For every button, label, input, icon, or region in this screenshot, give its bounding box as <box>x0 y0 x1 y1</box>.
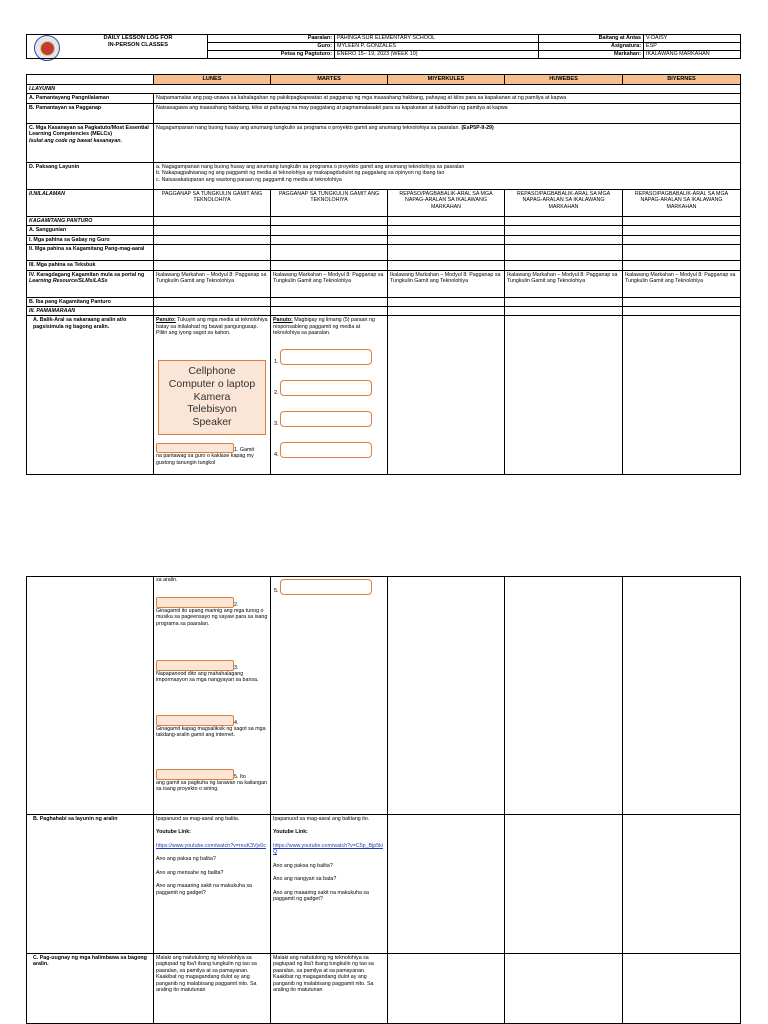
item-number: 1. <box>274 358 279 365</box>
school-label: Paaralan: <box>208 35 335 43</box>
word-bank-item: Cellphone <box>188 365 236 378</box>
question-2: Ano ang nangyari sa bata? <box>273 876 337 883</box>
answer-blank-box[interactable] <box>156 660 234 671</box>
subject-value: ESP <box>644 43 741 51</box>
answer-item-5 <box>156 769 269 793</box>
content-wednesday: REPASO/PAGBABALIK-ARAL SA MGA NAPAG-ARALAN SA IKALAWANG MARKAHAN <box>388 189 505 216</box>
day-header-tuesday: MARTES <box>271 75 388 85</box>
item-number: 5. Ito <box>234 773 246 780</box>
item-text: Ginagamit kapag magsaliksik ng sagot sa mga takdang-aralin gamit ang internet. <box>156 726 266 739</box>
quarter-value: IKALAWANG MARKAHAN <box>644 51 741 59</box>
answer-blank-box[interactable] <box>280 442 372 458</box>
dates-value: ENERO 15– 19, 2023 (WEEK 10) <box>335 51 539 59</box>
balik-aral-tuesday-continued <box>271 577 388 815</box>
row-label-iba-pang-kagamitan: B. Iba pang Kagamitang Panturo <box>27 297 154 306</box>
melcs-code: (EsP5P-II-29) <box>461 124 494 131</box>
row-label-melcs <box>27 123 154 162</box>
answer-blank-box[interactable] <box>280 380 372 396</box>
row-label-pag-uugnay: C. Pag-uugnay ng mga halimbawa sa bagong aralin. <box>27 954 154 1024</box>
row-label-paghahabi: B. Paghahabi sa layunin ng aralin <box>27 815 154 954</box>
melcs-note: Isulat ang code ng bawat kasanayan. <box>29 137 123 144</box>
title-line-2: IN-PERSON CLASSES <box>107 42 169 48</box>
answer-item-2 <box>156 597 269 627</box>
row-label-paksang-layunin: D. Paksang Layunin <box>27 162 154 189</box>
row-label-teksbuk: III. Mga pahina sa Teksbuk <box>27 261 154 270</box>
item-number: 2. <box>274 389 279 396</box>
answer-blank-box[interactable] <box>280 349 372 365</box>
lesson-log-table-continued <box>26 576 741 1024</box>
header-title-cell <box>27 35 208 59</box>
content-standard-text: Naipamamalas ang pag-unawa sa kahalagahan ng pakikipagkapwatao at pagganap ng mga inaasahang hakbang, pahayag at kilos para sa kapakanan at ng pamilya at kapwa <box>154 94 741 103</box>
answer-item-3 <box>156 660 269 684</box>
school-value: PAHINGA SUR ELEMENTARY SCHOOL <box>335 35 539 43</box>
youtube-link[interactable]: https://www.youtube.com/watch?v=C5p_Bjp5kiQ <box>273 842 383 856</box>
row-label-kagamitang-pang-mag-aaral: II. Mga pahina sa Kagamitang Pang-mag-aaral <box>27 245 154 261</box>
row-label-balik-aral: A. Balik-Aral sa nakaraang aralin at/o pagsisimula ng bagong aralin. <box>27 316 154 475</box>
paghahabi-tuesday <box>271 815 388 954</box>
lesson-log-table <box>26 74 741 475</box>
dates-label: Petsa ng Pagtuturo: <box>208 51 335 59</box>
section-nilalaman: II.NILALAMAN <box>27 189 154 216</box>
item-number: 1. Gamit <box>234 446 255 453</box>
section-layunin: I.LAYUNIN <box>27 84 741 93</box>
question-3: Ano ang maaaring sakit na makukuha sa paggamit ng gadget? <box>156 883 252 896</box>
teacher-label: Guro: <box>208 43 335 51</box>
item-number: 5. <box>274 588 279 595</box>
objectives-cell <box>154 162 741 189</box>
word-bank-item: Speaker <box>192 415 232 428</box>
teacher-value: MYLEEN P. GONZALES <box>335 43 539 51</box>
module-wednesday: Ikalawang Markahan – Modyul 8: Pagganap sa Tungkulin Gamit ang Teknolohiya <box>388 270 505 297</box>
pag-uugnay-tuesday: Malaki ang naitutulong ng teknolohiya sa pagtupad ng iba't ibang tungkulin ng tao sa paaralan, sa pamilya at sa pamayanan. Kaakibat ng magagandang dulot ay ang panganib ng malabisang paggamit nito. Sa araling ito matutunan <box>271 954 388 1024</box>
grade-value: V-DAISY <box>644 35 741 43</box>
video-intro: Ipapanuod sa mag-aaral ang balitang ito. <box>273 816 370 822</box>
objective-b: b. Nakapagpaliwanag ng ang paggamit ng media at teknolohiya ay makapagdudulot ng paggalang sa opinyon ng ibang tao <box>156 170 445 177</box>
row-label-gabay-ng-guro: I. Mga pahina sa Gabay ng Guro <box>27 235 154 244</box>
panuto-label-tuesday: Panuto: <box>273 317 293 324</box>
melcs-text: Nagagampanan nang buong husay ang anumang tungkulin sa programa o proyekto gamit ang anumang teknolohiya sa paaralan. <box>156 124 460 131</box>
day-header-monday: LUNES <box>154 75 271 85</box>
karagdagang-label: IV. Karagdagang Kagamitan mula sa portal ng <box>29 271 145 278</box>
pag-uugnay-monday: Malaki ang naitutulong ng teknolohiya sa pagtupad ng iba't ibang tungkulin ng tao sa paaralan, sa pamilya at sa pamayanan. Kaakibat ng magagandang dulot ay ang panganib ng malabisang paggamit nito. Sa araling ito matutunan <box>154 954 271 1024</box>
module-thursday: Ikalawang Markahan – Modyul 8: Pagganap sa Tungkulin Gamit ang Teknolohiya <box>505 270 623 297</box>
melcs-cell <box>154 123 741 162</box>
youtube-label: Youtube Link: <box>273 829 308 836</box>
answer-blank-box[interactable] <box>280 579 372 595</box>
item-text: Ginagamit ito upang marinig ang mga tunog o musika sa pageensayo ng sayaw para sa isang programa sa paaralan. <box>156 608 268 627</box>
item-1-continued: sa aralin. <box>156 577 178 583</box>
day-header-wednesday: MIYERKULES <box>388 75 505 85</box>
word-bank-item: Computer o laptop <box>168 378 256 391</box>
module-friday: Ikalawang Markahan – Modyul 8: Pagganap sa Tungkulin Gamit ang Teknolohiya <box>623 270 741 297</box>
row-label-pamantayang-pangnilalaman: A. Pamantayang Pangnilalaman <box>27 94 154 103</box>
paghahabi-monday <box>154 815 271 954</box>
item-number: 3. <box>274 420 279 427</box>
question-3: Ano ang maaaring sakit na makukuha sa paggamit ng gadget? <box>273 889 369 903</box>
item-text: na pantawag sa guro o kaklase kapag my gustong tanungin tungkol <box>156 453 254 466</box>
item-number: 2. <box>234 601 239 608</box>
answer-blank-box[interactable] <box>156 597 234 608</box>
question-2: Ano ang mensahe ng balita? <box>156 869 224 876</box>
youtube-link[interactable]: https://www.youtube.com/watch?v=reuK3Vjv0c <box>156 842 266 849</box>
content-monday: PAGGANAP SA TUNGKULIN GAMIT ANG TEKNOLOHIYA <box>154 189 271 216</box>
day-header-thursday: HUWEBES <box>505 75 623 85</box>
item-number: 3. <box>234 664 239 671</box>
answer-blank-box[interactable] <box>156 769 234 780</box>
balik-aral-monday <box>154 316 271 475</box>
content-friday: REPASO/PAGBABALIK-ARAL SA MGA NAPAG-ARALAN SA IKALAWANG MARKAHAN <box>623 189 741 216</box>
content-tuesday: PAGGANAP SA TUNGKULIN GAMIT ANG TEKNOLOHIYA <box>271 189 388 216</box>
blank-corner <box>27 75 154 85</box>
word-bank-item: Kamera <box>193 390 231 403</box>
section-pamamaraan: III. PAMAMARAAN <box>27 306 154 315</box>
item-number: 4. <box>234 719 239 726</box>
media-word-bank-box <box>158 360 266 435</box>
title-line-1: DAILY LESSON LOG FOR <box>103 35 173 41</box>
row-label-sanggunian: A. Sanggunian <box>27 226 154 235</box>
balik-aral-monday-continued <box>154 577 271 815</box>
quarter-label: Markahan: <box>539 51 644 59</box>
module-tuesday: Ikalawang Markahan – Modyul 8: Pagganap sa Tungkulin Gamit ang Teknolohiya <box>271 270 388 297</box>
answer-item-1 <box>156 443 269 466</box>
answer-list-tuesday <box>274 349 372 458</box>
performance-standard-text: Naisasagawa ang inaasahang hakbang, kilos at pahayag na may paggalang at pagmamalasakit para sa kapakanan at kabutihan ng pamilya at kapwa <box>154 103 741 123</box>
day-header-friday: BIYERNES <box>623 75 741 85</box>
melcs-label: C. Mga Kasanayan sa Pagkatuto/Most Essential Learning Competencies (MELCs) <box>29 124 149 138</box>
item-number: 4. <box>274 451 279 458</box>
item-text: ang gamit sa pagkuha ng larawan na kailangan sa isang proyekto o sining. <box>156 780 268 793</box>
answer-blank-box[interactable] <box>156 715 234 726</box>
objective-a: a. Nagagampanan nang buong husay ang anumang tungkulin sa programa o proyekto gamit ang anumang teknolohiya sa paaralan <box>156 163 465 170</box>
content-thursday: REPASO/PAGBABALIK-ARAL SA MGA NAPAG-ARALAN SA IKALAWANG MARKAHAN <box>505 189 623 216</box>
panuto-instruction-tuesday: Magbigay ng limang (5) paraan ng responsableng paggamit ng media at teknolohiya sa paaralan. <box>273 317 375 337</box>
header-table <box>26 34 741 59</box>
module-monday: Ikalawang Markahan – Modyul 8: Pagganap sa Tungkulin Gamit ang Teknolohiya <box>154 270 271 297</box>
panuto-instruction-monday: Tukuyin ang mga media at teknolohiya batay sa inilalahad ng bawat pangungusap. Piliin ang iyong sagot sa kahon. <box>156 317 268 337</box>
balik-aral-tuesday <box>271 316 388 475</box>
panuto-label-monday: Panuto: <box>156 317 176 324</box>
answer-item-5-tuesday <box>274 579 372 595</box>
word-bank-item: Telebisyon <box>187 403 237 416</box>
subject-label: Asignatura: <box>539 43 644 51</box>
answer-blank-box[interactable] <box>280 411 372 427</box>
learning-resource-label: Learning Resource/SLMs/LASs <box>29 277 108 284</box>
row-label-pamantayan-sa-pagganap: B. Pamantayan sa Pagganap <box>27 103 154 123</box>
youtube-label: Youtube Link: <box>156 829 191 836</box>
grade-label: Baitang at Antas <box>539 35 644 43</box>
objective-c: c. Naisasakatuparan ang wastong paraan ng paggamit ng media at teknolohiya <box>156 176 342 183</box>
answer-item-4 <box>156 715 269 739</box>
question-1: Ano ang paksa ng balita? <box>273 862 333 869</box>
row-label-karagdagang-kagamitan <box>27 270 154 297</box>
section-kagamitang-panturo: KAGAMITANG PANTURO <box>27 216 154 225</box>
item-text: Napapanood dito ang mahahalagang impormasyon sa mga nangyayari sa bansa. <box>156 671 259 684</box>
question-1: Ano ang paksa ng balita? <box>156 856 216 863</box>
video-intro: Ipapanuod sa mag-aaral ang balita. <box>156 816 240 822</box>
answer-blank-box[interactable] <box>156 443 234 453</box>
